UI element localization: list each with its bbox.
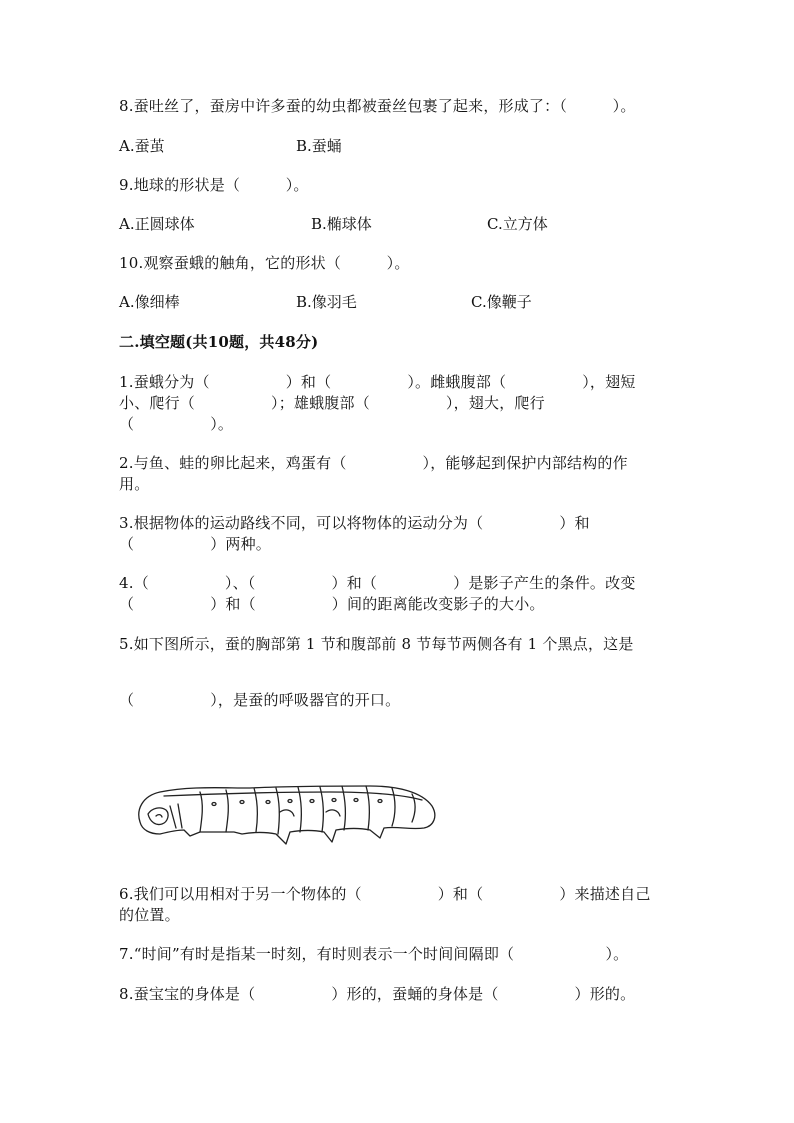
fill-6-line-2: 的位置。 (119, 906, 180, 924)
fill-6-line-1: 6.我们可以用相对于另一个物体的（ ）和（ ）来描述自己 (119, 885, 651, 903)
fill-4-line-1: 4.（ ）、（ ）和（ ）是影子产生的条件。改变 (119, 574, 636, 592)
fill-3-line-1: 3.根据物体的运动路线不同，可以将物体的运动分为（ ）和 (119, 514, 590, 532)
question-9-option-b: B.椭球体 (311, 215, 372, 233)
silkworm-illustration (130, 770, 440, 850)
question-8-stem: 8.蚕吐丝了，蚕房中许多蚕的幼虫都被蚕丝包裹了起来，形成了：（ ）。 (119, 97, 636, 115)
fill-3-line-2: （ ）两种。 (119, 535, 272, 553)
question-9-option-c: C.立方体 (487, 215, 548, 233)
fill-1-line-2: 小、爬行（ ）；雄蛾腹部（ ），翅大，爬行 (119, 394, 545, 412)
fill-2-line-2: 用。 (119, 475, 150, 493)
fill-5-line-1: 5.如下图所示，蚕的胸部第 1 节和腹部前 8 节每节两侧各有 1 个黑点，这是 (119, 635, 634, 653)
fill-7-line-1: 7.“时间”有时是指某一时刻，有时则表示一个时间间隔即（ ）。 (119, 945, 629, 963)
question-10-stem: 10.观察蚕蛾的触角，它的形状（ ）。 (119, 254, 410, 272)
fill-1-line-3: （ ）。 (119, 415, 234, 433)
fill-8-line-1: 8.蚕宝宝的身体是（ ）形的，蚕蛹的身体是（ ）形的。 (119, 985, 636, 1003)
question-10-option-b: B.像羽毛 (296, 293, 357, 311)
question-10-option-c: C.像鞭子 (471, 293, 532, 311)
section-2-heading: 二.填空题(共10题，共48分) (119, 333, 319, 351)
question-8-option-a: A.蚕茧 (119, 137, 165, 155)
question-8-option-b: B.蚕蛹 (296, 137, 342, 155)
fill-1-line-1: 1.蚕蛾分为（ ）和（ ）。雌蛾腹部（ ），翅短 (119, 373, 636, 391)
fill-5-line-2: （ ），是蚕的呼吸器官的开口。 (119, 691, 401, 709)
fill-4-line-2: （ ）和（ ）间的距离能改变影子的大小。 (119, 595, 545, 613)
question-10-option-a: A.像细棒 (119, 293, 180, 311)
question-9-option-a: A.正圆球体 (119, 215, 195, 233)
question-9-stem: 9.地球的形状是（ ）。 (119, 176, 309, 194)
fill-2-line-1: 2.与鱼、蛙的卵比起来，鸡蛋有（ ），能够起到保护内部结构的作 (119, 454, 628, 472)
